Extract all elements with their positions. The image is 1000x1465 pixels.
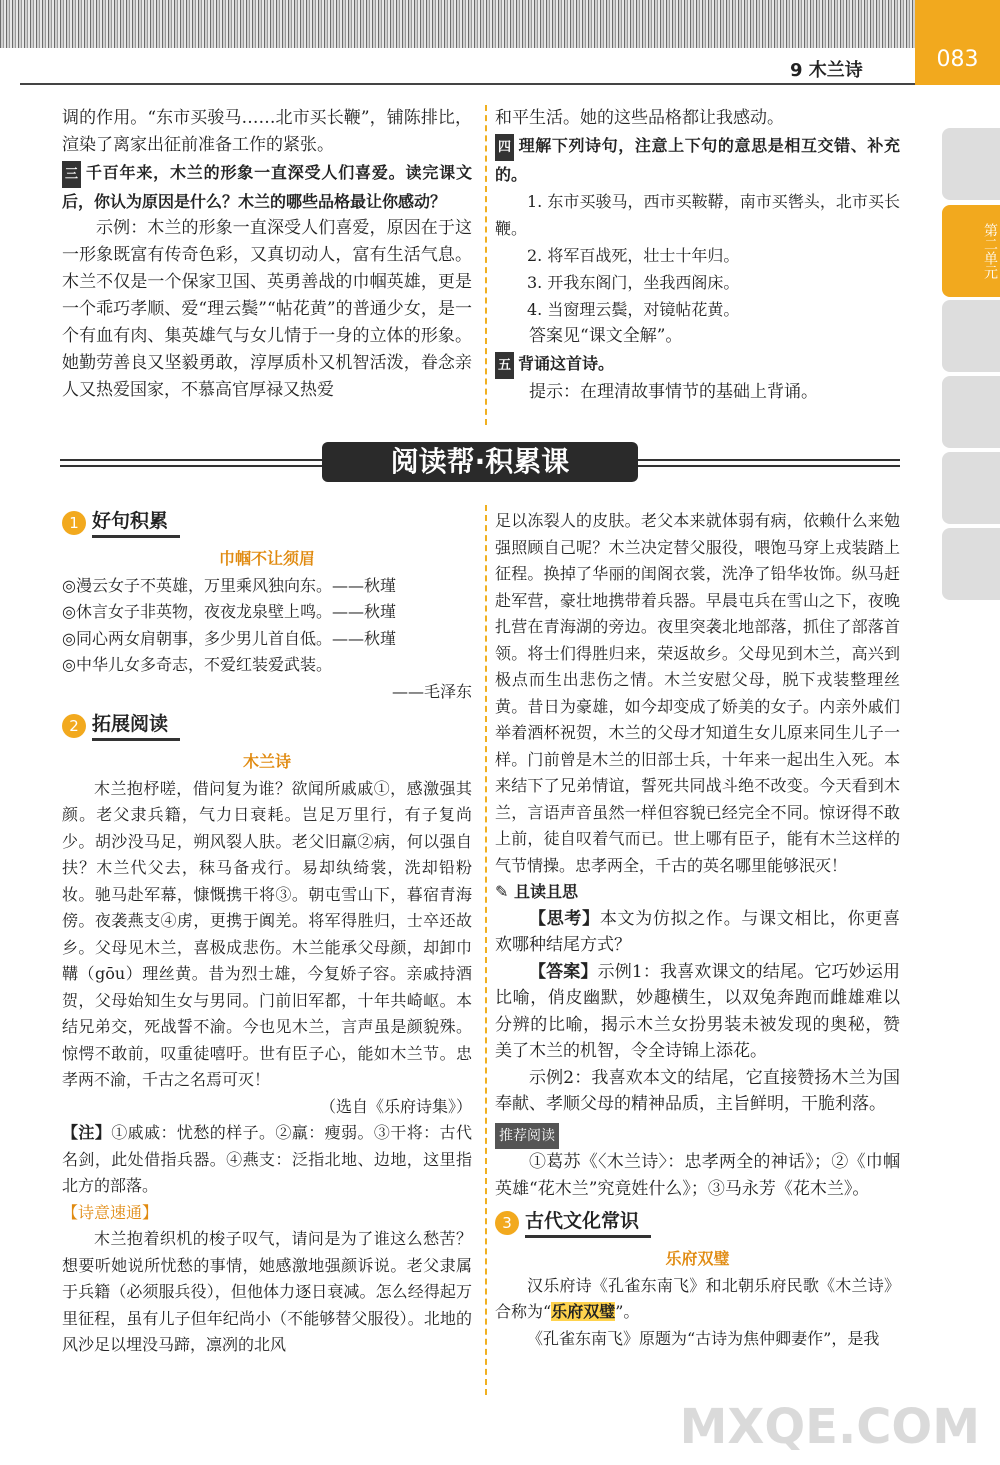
think-title-text: 且读且思 [513, 882, 578, 901]
subtitle: 乐府双璧 [665, 1249, 730, 1268]
answer-text: 示例1：我喜欢课文的结尾。它巧妙运用比喻，俏皮幽默，妙趣横生，以双兔奔跑而雌雄难以分辨的比喻，揭示木兰女扮男装未被发现的奥秘，赞美了木兰的机智，令全诗锦上添花。 [495, 961, 900, 1061]
page-number: 083 [915, 0, 1000, 85]
recommended-reading-header [495, 1122, 900, 1150]
answer-text: 示例：木兰的形象一直深受人们喜爱，原因在于这一形象既富有传奇色彩，又真切动人，富有生活气息。木兰不仅是一个保家卫国、英勇善战的巾帼英雄，更是一个乖巧孝顺、爱“理云鬓”“帖花黄”的普通少女，是一个有血有肉、集英雄气与女儿情于一身的立体的形象。她勤劳善良又坚毅勇敢，淳厚质朴又机智活泼，眷念亲人又热爱国家，不慕高官厚禄又热爱 [62, 218, 472, 400]
translation-text: 足以冻裂人的皮肤。老父本来就体弱有病，依赖什么来勉强照顾自己呢？木兰决定替父服役，喂饱马穿上戎装踏上征程。换掉了华丽的闺阁衣裳，洗净了铅华妆饰。纵马赶赴军营，豪壮地携带着兵器。早晨屯兵在雪山之下，夜晚扎营在青海湖的旁边。夜里突袭北地部落，抓住了部落首领。将士们得胜归来，荣返故乡。父母见到木兰，高兴到极点而生出悲伤之情。木兰安慰父母，脱下戎装整理丝黄。昔日为豪雄，如今却变成了娇美的女子。内亲外戚们举着酒杯祝贺，木兰的父母才知道生女儿原来同生儿子一样。门前曾是木兰的旧部士兵，十年来一起出生入死。本来结下了兄弟情谊，誓死共同战斗绝不改变。今天看到木兰，言语声音虽然一样但容貌已经完全不同。惊讶得不敢上前，徒自叹着气而已。世上哪有臣子，能有木兰这样的气节情操。忠孝两全，千古的英名哪里能够泯灭！ [495, 511, 900, 875]
section-title: 好句积累 [92, 508, 180, 538]
think-title: ✎ 且读且思 [495, 882, 578, 901]
question-text: 千百年来，木兰的形象一直深受人们喜爱。读完课文后，你认为原因是什么？木兰的哪些品格最让你感动？ [62, 163, 472, 211]
note-text: ①戚戚：忧愁的样子。②羸：瘦弱。③干将：古代名剑，此处借指兵器。④燕支：泛指北地、边地，这里指北方的部落。 [62, 1123, 472, 1195]
paragraph: 和平生活。她的这些品格都让我感动。 [495, 108, 784, 128]
quote: ◎同心两女肩朝事，多少男儿首自低。——秋瑾 [62, 628, 396, 648]
column-divider [485, 505, 487, 1395]
top-left-column [62, 105, 472, 404]
header-rule [20, 83, 915, 85]
answer-1 [495, 959, 900, 1065]
hint-text: 提示：在理清故事情节的基础上背诵。 [529, 382, 818, 402]
section-number: 1 [62, 511, 86, 535]
recommended-reading: ①葛苏《〈木兰诗〉：忠孝两全的神话》；②《巾帼英雄“花木兰”究竟姓什么》；③马永芳《花木兰》。 [495, 1152, 900, 1199]
section-header-1 [62, 508, 472, 540]
culture-text: 《孔雀东南飞》原题为“古诗为焦仲卿妻作”，是我 [527, 1328, 880, 1348]
question-text: 背诵这首诗。 [518, 354, 615, 373]
section-title: 古代文化常识 [525, 1208, 651, 1238]
list-item: 2. 将军百战死，壮士十年归。 [527, 246, 740, 265]
quote-author: ——毛泽东 [391, 681, 472, 701]
rec-label: 推荐阅读 [495, 1123, 559, 1150]
section-header-2 [62, 711, 472, 743]
list-item: 1. 东市买骏马，西市买鞍鞯，南市买辔头，北市买长鞭。 [495, 192, 900, 238]
side-tab[interactable] [942, 376, 1000, 448]
think-label: 【思考】 [529, 908, 600, 929]
bottom-left-column [62, 508, 472, 1359]
side-tab[interactable] [942, 528, 1000, 600]
question-number: 四 [495, 134, 514, 161]
chapter-title: 9 木兰诗 [790, 60, 863, 81]
top-right-column [495, 105, 900, 406]
watermark: MXQE.COM [679, 1399, 980, 1455]
poem-source: （选自《乐府诗集》） [319, 1096, 472, 1116]
column-divider [485, 105, 487, 425]
question-4 [495, 132, 900, 188]
section-banner [60, 442, 900, 482]
page-header [0, 0, 1000, 85]
header-stripes [0, 0, 915, 48]
section-header-3 [495, 1208, 900, 1240]
section-number: 3 [495, 1211, 519, 1235]
side-tab[interactable] [942, 452, 1000, 524]
poem-text: 木兰抱杼嗟，借问复为谁？欲闻所戚戚①，感激强其颜。老父隶兵籍，气力日衰耗。岂足万里行，有子复尚少。胡沙没马足，朔风裂人肤。老父旧羸②病，何以强自扶？木兰代父去，秣马备戎行。易却纨绮裳，洗却铅粉妆。驰马赴军幕，慷慨携干将③。朝屯雪山下，暮宿青海傍。夜袭燕支④虏，更携于阗羌。将军得胜归，士卒还故乡。父母见木兰，喜极成悲伤。木兰能承父母颜，却卸巾鞲（gōu）理丝黄。昔为烈士雄，今复娇子容。亲戚持酒贺，父母始知生女与男同。门前旧军都，十年共崎岖。本结兄弟交，死战誓不渝。今也见木兰，言声虽是颜貌殊。惊愕不敢前，叹重徒嘻吁。世有臣子心，能如木兰节。忠孝两不渝，千古之名焉可灭！ [62, 778, 472, 1089]
quote: ◎漫云女子不英雄，万里乘风独向东。——秋瑾 [62, 575, 396, 595]
translation-text: 木兰抱着织机的梭子叹气，请问是为了谁这么愁苦？想要听她说所忧愁的事情，她感激地强颜诉说。老父隶属于兵籍（必须服兵役），但他体力逐日衰减。怎么经得起万里征程，虽有儿子但年纪尚小（不能够替父服役）。北地的风沙足以埋没马蹄，凛冽的北风 [62, 1229, 472, 1354]
subtitle: 木兰诗 [242, 752, 291, 771]
culture-text [495, 1273, 900, 1326]
subtitle: 巾帼不让须眉 [218, 549, 315, 568]
think-question [495, 906, 900, 959]
banner-title: 阅读帮·积累课 [322, 442, 638, 482]
notes [62, 1120, 472, 1200]
side-tab[interactable] [942, 128, 1000, 200]
answer-ref: 答案见“课文全解”。 [529, 326, 683, 346]
side-tab-active[interactable]: 第二单元 [942, 205, 1000, 297]
section-number: 2 [62, 714, 86, 738]
answer-2: 示例2：我喜欢本文的结尾，它直接赞扬木兰为国奉献、孝顺父母的精神品质，主旨鲜明，干脆利落。 [495, 1067, 900, 1114]
section-title: 拓展阅读 [92, 711, 180, 741]
highlight: 乐府双璧 [551, 1302, 616, 1321]
paragraph: 调的作用。“东市买骏马……北市买长鞭”，铺陈排比，渲染了离家出征前准备工作的紧张。 [62, 108, 472, 155]
think-text: 本文为仿拟之作。与课文相比，你更喜欢哪种结尾方式？ [495, 908, 901, 955]
culture-text-b: ”。 [615, 1302, 640, 1321]
quote: ◎中华儿女多奇志，不爱红装爱武装。 [62, 655, 332, 674]
quote: ◎休言女子非英物，夜夜龙泉壁上鸣。——秋瑾 [62, 602, 396, 621]
question-text: 理解下列诗句，注意上下句的意思是相互交错、补充的。 [495, 136, 900, 184]
question-number: 五 [495, 352, 514, 379]
question-3 [62, 159, 472, 215]
side-tab[interactable] [942, 300, 1000, 372]
culture-text-a: 汉乐府诗《孔雀东南飞》和北朝乐府民歌《木兰诗》合称为“ [495, 1275, 900, 1321]
bottom-right-column [495, 508, 900, 1352]
list-item: 4. 当窗理云鬓，对镜帖花黄。 [527, 300, 740, 319]
note-label: 【注】 [62, 1123, 112, 1142]
question-number: 三 [62, 161, 81, 188]
list-item: 3. 开我东阁门，坐我西阁床。 [527, 273, 740, 292]
translation-label: 【诗意速通】 [62, 1202, 159, 1222]
question-5 [495, 350, 900, 379]
answer-label: 【答案】 [529, 961, 598, 982]
